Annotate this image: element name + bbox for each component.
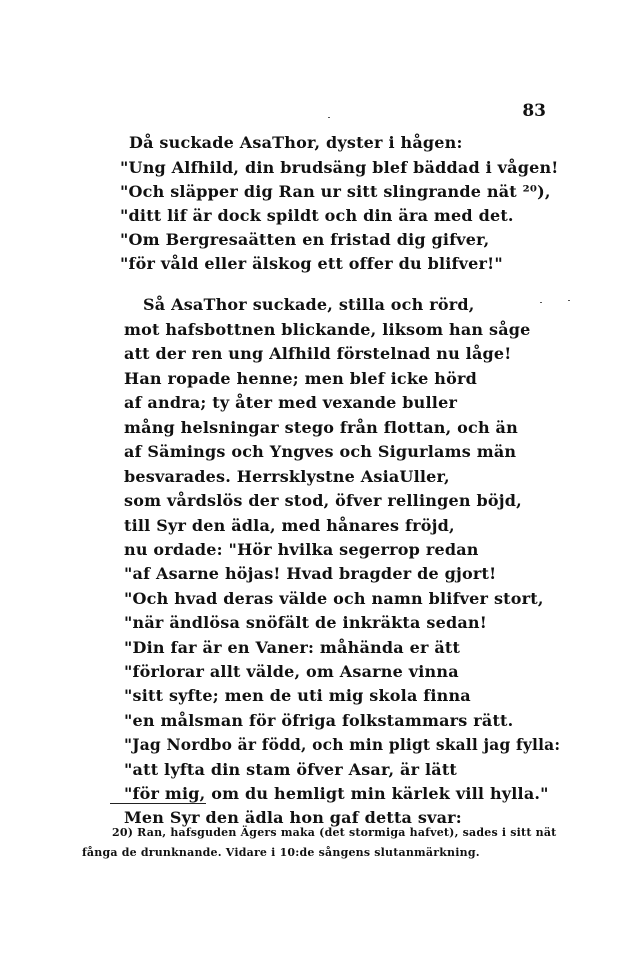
verse-line: "att lyfta din stam öfver Asar, är lätt bbox=[124, 760, 457, 779]
verse-line: som vårdslös der stod, öfver rellingen böjd, bbox=[124, 491, 522, 510]
footnote-divider bbox=[110, 803, 206, 804]
verse-line: af andra; ty åter med vexande buller bbox=[124, 393, 458, 412]
verse-line: "Och hvad deras välde och namn blifver stort, bbox=[124, 589, 544, 608]
verse-line: nu ordade: "Hör hvilka segerrop redan bbox=[124, 540, 479, 559]
footnote-line: fånga de drunknande. Vidare i 10:de sångens slutanmärkning. bbox=[82, 846, 480, 859]
verse-line: mot hafsbottnen blickande, liksom han såge bbox=[124, 320, 531, 339]
verse-line: till Syr den ädla, med hånares fröjd, bbox=[124, 516, 455, 535]
print-speck bbox=[568, 300, 570, 301]
verse-line: "för mig, om du hemligt min kärlek vill hylla." bbox=[124, 784, 549, 803]
footnote-line: 20) Ran, hafsguden Ägers maka (det stormiga hafvet), sades i sitt nät bbox=[112, 826, 557, 839]
page-number: 83 bbox=[522, 101, 546, 121]
print-speck bbox=[328, 117, 330, 118]
verse-line: Så AsaThor suckade, stilla och rörd, bbox=[143, 295, 475, 314]
verse-line: mång helsningar stego från flottan, och än bbox=[124, 418, 518, 437]
verse-line: "Och släpper dig Ran ur sitt slingrande nät ²⁰), bbox=[120, 182, 551, 201]
verse-line: "sitt syfte; men de uti mig skola finna bbox=[124, 686, 471, 705]
verse-line: "för våld eller älskog ett offer du blifver!" bbox=[120, 254, 503, 273]
verse-line: att der ren ung Alfhild förstelnad nu låge! bbox=[124, 344, 512, 363]
verse-line: "Din far är en Vaner: måhända er ätt bbox=[124, 638, 461, 657]
verse-line: "när ändlösa snöfält de inkräkta sedan! bbox=[124, 613, 487, 632]
verse-line: Han ropade henne; men blef icke hörd bbox=[124, 369, 478, 388]
verse-line: "af Asarne höjas! Hvad bragder de gjort! bbox=[124, 564, 497, 583]
verse-line: "ditt lif är dock spildt och din ära med det. bbox=[120, 206, 514, 225]
verse-line: Men Syr den ädla hon gaf detta svar: bbox=[124, 808, 462, 827]
verse-line: "Jag Nordbo är född, och min pligt skall jag fylla: bbox=[124, 735, 561, 754]
verse-line: "förlorar allt välde, om Asarne vinna bbox=[124, 662, 459, 681]
verse-line: besvarades. Herrsklystne AsiaUller, bbox=[124, 467, 450, 486]
verse-line: "en målsman för öfriga folkstammars rätt. bbox=[124, 711, 514, 730]
verse-line: "Om Bergresaätten en fristad dig gifver, bbox=[120, 230, 490, 249]
verse-line: Då suckade AsaThor, dyster i hågen: bbox=[129, 133, 463, 152]
verse-line: "Ung Alfhild, din brudsäng blef bäddad i vågen! bbox=[120, 158, 559, 177]
verse-line: af Sämings och Yngves och Sigurlams män bbox=[124, 442, 517, 461]
print-speck bbox=[540, 302, 542, 303]
